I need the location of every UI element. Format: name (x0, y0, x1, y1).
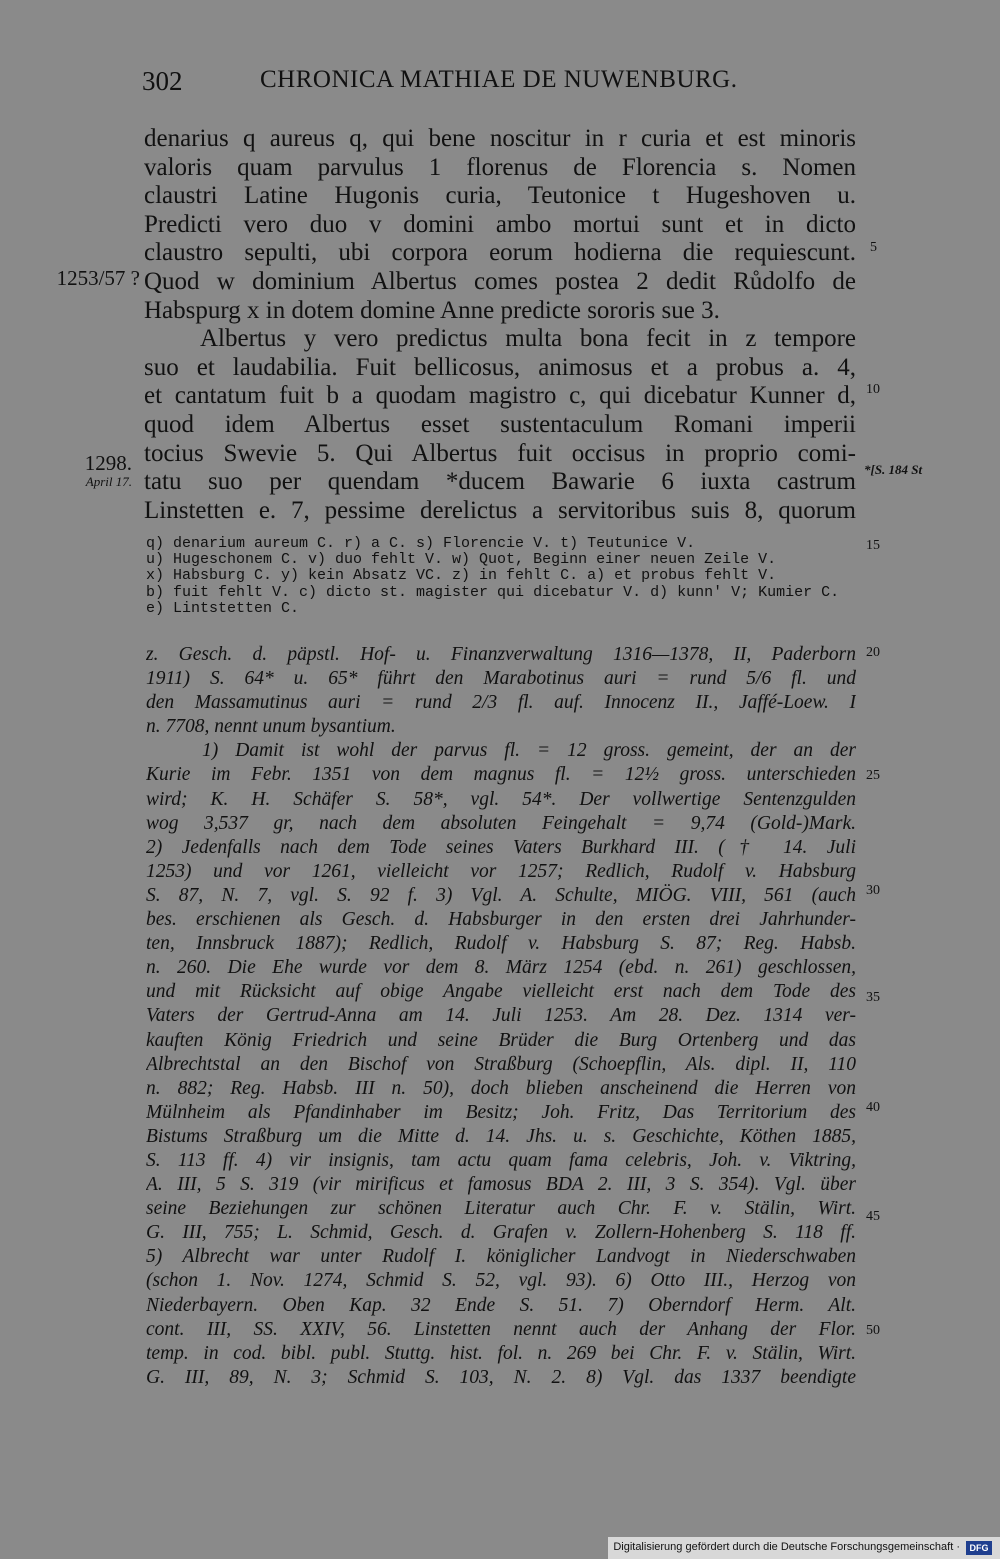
margin-date-april: April 17. (85, 474, 132, 489)
footnote-line: n. 260. Die Ehe wurde vor dem 8. März 1254 (ebd. n. 261) geschlossen, (146, 957, 856, 979)
running-header (142, 66, 862, 106)
footnote-line: cont. III, SS. XXIV, 56. Linstetten nennt auch der Anhang der Flor. (146, 1318, 856, 1340)
footnote-line: wog 3,537 gr, nach dem absoluten Feingehalt = 9,74 (Gold-)Mark. (146, 812, 856, 834)
main-line: suo et laudabilia. Fuit bellicosus, animosus et a probus a. 4, (144, 353, 856, 381)
footnote-line: A. III, 5 S. 319 (vir mirificus et famosus BDA 2. III, 3 S. 354). Vgl. über (146, 1174, 856, 1196)
main-line: Albertus y vero predictus multa bona fecit in z tempore (200, 325, 856, 353)
dfg-logo-icon: DFG (966, 1541, 992, 1555)
apparatus-line: b) fuit fehlt V. c) dicto st. magister qui dicebatur V. d) kunn' V; Kumier C. (146, 584, 840, 601)
footnote-line: Kurie im Febr. 1351 von dem magnus fl. = 12½ gross. unterschieden (146, 764, 856, 786)
footnote-line: temp. in cod. bibl. publ. Stuttg. hist. fol. n. 269 bei Chr. F. v. Stälin, Wirt. (146, 1342, 856, 1364)
footnote-line: bes. erschienen als Gesch. d. Habsburger in den ersten drei Jahrhunder- (146, 909, 856, 931)
apparatus-line: x) Habsburg C. y) kein Absatz VC. z) in fehlt C. a) et probus fehlt V. (146, 568, 777, 585)
critical-apparatus (146, 536, 858, 617)
line-number-30: 30 (866, 883, 880, 898)
main-line: denarius q aureus q, qui bene noscitur in r curia et est minoris (144, 125, 856, 152)
main-line: claustro sepulti, ubi corpora eorum hodierna die requiescunt. (144, 239, 856, 267)
footnote-line: 5) Albrecht war unter Rudolf I. königlicher Landvogt in Niederschwaben (146, 1246, 856, 1268)
footnote-line: S. 113 ff. 4) vir insignis, tam actu quam fama celebris, Joh. v. Viktring, (146, 1149, 856, 1171)
apparatus-line: e) Lintstetten C. (146, 600, 300, 617)
line-number-15: 15 (866, 538, 880, 553)
line-number-20: 20 (866, 645, 880, 660)
footer-credit: Digitalisierung gefördert durch die Deutsche Forschungsgemeinschaft · (613, 1541, 960, 1553)
footnote-line: z. Gesch. d. päpstl. Hof- u. Finanzverwaltung 1316—1378, II, Paderborn (146, 644, 856, 665)
footnote-line: 1253) und vor 1261, vielleicht vor 1257; Redlich, Rudolf v. Habsburg (146, 860, 856, 882)
footnote-line: 1) Damit ist wohl der parvus fl. = 12 gross. gemeint, der an der (202, 740, 856, 762)
footnote-line: Niederbayern. Oben Kap. 32 Ende S. 51. 7) Oberndorf Herm. Alt. (146, 1294, 856, 1316)
footnote-line: n. 7708, nennt unum bysantium. (146, 716, 396, 738)
line-number-25: 25 (866, 768, 880, 783)
main-line: claustri Latine Hugonis curia, Teutonice t Hugeshoven u. (144, 182, 856, 210)
line-number-10: 10 (866, 382, 880, 397)
line-number-50: 50 (866, 1323, 880, 1338)
footnote-line: Mülnheim als Pfandinhaber im Besitz; Joh. Fritz, Das Territorium des (146, 1101, 856, 1123)
footnote-line: Albrechtstal an den Bischof von Straßburg (Schoepflin, Als. dipl. II, 110 (146, 1053, 856, 1075)
footnote-line: S. 87, N. 7, vgl. S. 92 f. 3) Vgl. A. Schulte, MIÖG. VIII, 561 (auch (146, 884, 856, 906)
main-line: Predicti vero duo v domini ambo mortui sunt et in dicto (144, 210, 856, 238)
dfg-footer (608, 1537, 1000, 1559)
footnote-line: seine Beziehungen zur schönen Literatur auch Chr. F. v. Stälin, Wirt. (146, 1198, 856, 1220)
margin-year-1253: 1253/57 ? (56, 266, 140, 290)
apparatus-line: u) Hugeschonem C. v) duo fehlt V. w) Quot, Beginn einer neuen Zeile V. (146, 552, 777, 569)
main-line: et cantatum fuit b a quodam magistro c, qui dicebatur Kunner d, (144, 382, 856, 410)
footnote-line: Bistums Straßburg um die Mitte d. 14. Jhs. u. s. Geschichte, Köthen 1885, (146, 1125, 856, 1147)
line-number-45: 45 (866, 1209, 880, 1224)
footnote-line: n. 882; Reg. Habsb. III n. 50), doch blieben anscheinend die Herren von (146, 1077, 856, 1099)
footnote-line: 2) Jedenfalls nach dem Tode seines Vaters Burkhard III. († 14. Juli (146, 836, 856, 858)
line-number-40: 40 (866, 1100, 880, 1115)
apparatus-line: q) denarium aureum C. r) a C. s) Florencie V. t) Teutunice V. (146, 536, 696, 552)
main-line: quod idem Albertus esset sustentaculum Romani imperii (144, 410, 856, 438)
footnote-line: G. III, 89, N. 3; Schmid S. 103, N. 2. 8) Vgl. das 1337 beendigte (146, 1366, 856, 1388)
main-line: Linstetten e. 7, pessime derelictus a servitoribus suis 8, quorum (144, 496, 856, 524)
line-number-5: 5 (870, 240, 877, 255)
footnote-line: ten, Innsbruck 1887); Redlich, Rudolf v. Habsburg S. 87; Reg. Habsb. (146, 933, 856, 955)
footnote-line: wird; K. H. Schäfer S. 58*, vgl. 54*. Der vollwertige Sentenzgulden (146, 788, 856, 810)
running-title: CHRONICA MATHIAE DE NUWENBURG. (260, 66, 738, 93)
footnote-line: den Massamutinus auri = rund 2/3 fl. auf. Innocenz II., Jaffé-Loew. I (146, 692, 856, 714)
footnote-line: (schon 1. Nov. 1274, Schmid S. 52, vgl. 93). 6) Otto III., Herzog von (146, 1270, 856, 1292)
main-line: Habspurg x in dotem domine Anne predicte sororis sue 3. (144, 296, 720, 324)
main-line: Quod w dominium Albertus comes postea 2 dedit Růdolfo de (144, 267, 856, 295)
footnote-line: kauften König Friedrich und seine Brüder die Burg Ortenberg und das (146, 1029, 856, 1051)
footnote-line: 1911) S. 64* u. 65* führt den Marabotinus auri = rund 5/6 fl. und (146, 668, 856, 690)
footnotes (146, 643, 856, 1390)
margin-year-1298: 1298. (84, 451, 132, 475)
line-number-35: 35 (866, 990, 880, 1005)
margin-reference: *[S. 184 St (864, 462, 923, 477)
footnote-line: Vaters der Gertrud-Anna am 14. Juli 1253. Am 28. Dez. 1314 ver- (146, 1005, 856, 1027)
footnote-line: G. III, 755; L. Schmid, Gesch. d. Grafen v. Zollern-Hohenberg S. 118 ff. (146, 1222, 856, 1244)
page-number: 302 (142, 66, 183, 96)
main-text (144, 125, 856, 525)
main-line: tatu suo per quendam *ducem Bawarie 6 iuxta castrum (144, 468, 856, 496)
main-line: valoris quam parvulus 1 florenus de Florencia s. Nomen (144, 153, 856, 181)
main-line: tocius Swevie 5. Qui Albertus fuit occisus in proprio comi- (144, 439, 856, 467)
footnote-line: und mit Rücksicht auf obige Angabe vielleicht erst nach dem Tode des (146, 981, 856, 1003)
